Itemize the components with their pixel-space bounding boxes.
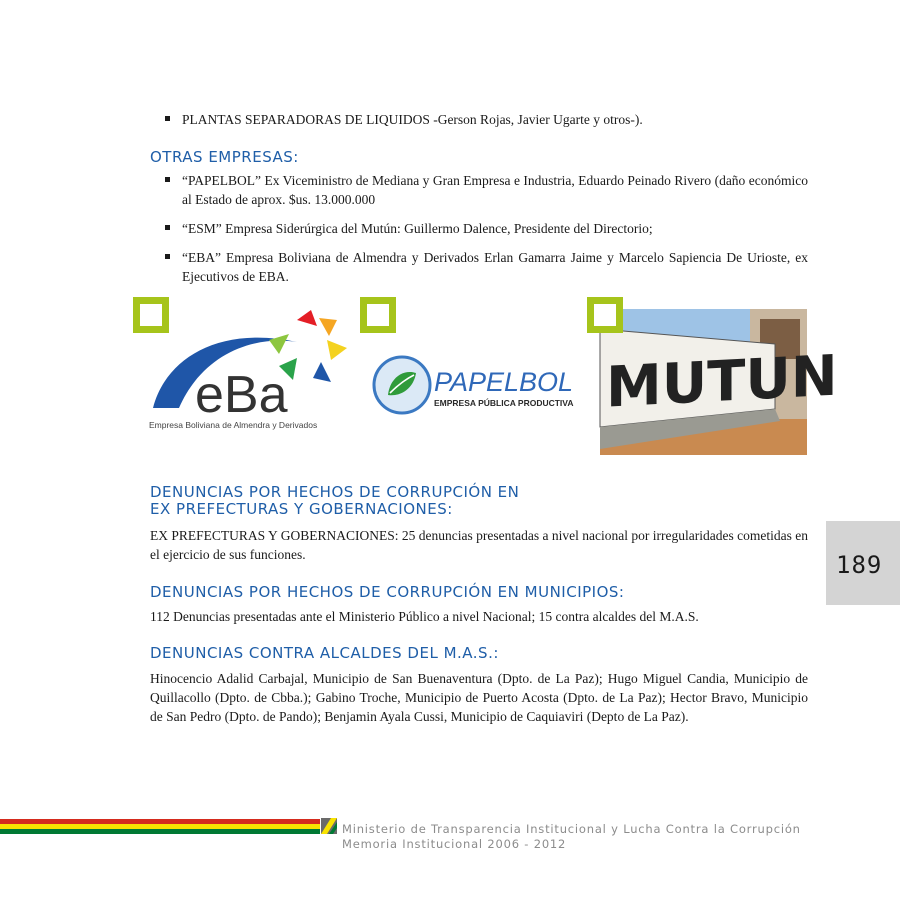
otras-empresas-list [150, 171, 808, 286]
footer-line: Ministerio de Transparencia Institucional y Lucha Contra la Corrupción [342, 822, 801, 836]
list-item-text: “ESM” Empresa Siderúrgica del Mutún: Guillermo Dalence, Presidente del Directorio; [182, 221, 653, 236]
mutun-photo [600, 309, 838, 455]
section-heading-otras-empresas: OTRAS EMPRESAS: [150, 148, 299, 166]
eba-caption: Empresa Boliviana de Almendra y Derivados [149, 420, 318, 430]
list-item-text: PLANTAS SEPARADORAS DE LIQUIDOS -Gerson Rojas, Javier Ugarte y otros-). [182, 112, 643, 127]
section-heading-alcaldes: DENUNCIAS CONTRA ALCALDES DEL M.A.S.: [150, 644, 499, 662]
list-item [150, 171, 808, 209]
list-item [150, 219, 808, 238]
green-frame-icon [133, 297, 169, 333]
green-frame-icon [587, 297, 623, 333]
heading-line: EX PREFECTURAS Y GOBERNACIONES: [150, 500, 453, 518]
flag-stripes [0, 819, 320, 834]
list-item [150, 248, 808, 286]
eba-logo-wordmark: eBa [195, 366, 288, 424]
bullet-icon [165, 254, 170, 259]
list-item [150, 110, 808, 129]
bullet-icon [165, 116, 170, 121]
footer-line: Memoria Institucional 2006 - 2012 [342, 837, 567, 851]
mutun-sign-text: MUTUN [606, 343, 838, 421]
list-item-text: “EBA” Empresa Boliviana de Almendra y Derivados Erlan Gamarra Jaime y Marcelo Sapiencia De Urioste, ex Ejecutivos de EBA. [182, 250, 808, 284]
green-frame-icon [360, 297, 396, 333]
page-number: 189 [836, 551, 883, 579]
bullet-icon [165, 225, 170, 230]
section-heading-prefecturas [150, 484, 800, 518]
papelbol-logo-graphic [370, 355, 585, 415]
prefecturas-text: EX PREFECTURAS Y GOBERNACIONES: 25 denuncias presentadas a nivel nacional por irregularidades cometidas en el ejercicio de sus funciones. [150, 528, 808, 562]
mutun-photo-graphic [600, 309, 838, 455]
papelbol-wordmark: PAPELBOL [434, 367, 574, 397]
page-number-tab [826, 521, 900, 605]
heading-line: DENUNCIAS POR HECHOS DE CORRUPCIÓN EN [150, 483, 520, 501]
eba-logo-graphic [147, 300, 357, 435]
list-item-text: “PAPELBOL” Ex Viceministro de Mediana y Gran Empresa e Industria, Eduardo Peinado Rivero (daño económico al Estado de aprox. $us. 13.000.000 [182, 173, 808, 207]
papelbol-logo-image [370, 355, 585, 415]
bullet-icon [165, 177, 170, 182]
section-heading-municipios: DENUNCIAS POR HECHOS DE CORRUPCIÓN EN MUNICIPIOS: [150, 583, 625, 601]
alcaldes-text: Hinocencio Adalid Carbajal, Municipio de San Buenaventura (Dpto. de La Paz); Hugo Miguel Candia, Municipio de Quillacollo (Dpto. de Cbba.); Gabino Troche, Municipio de Puerto Acosta (Dpto. de La Paz); Hector Bravo, Municipio de San Pedro (Dpto. de Pando); Benjamin Ayala Cussi, Municipio de Caquiaviri (Depto de La Paz). [150, 671, 808, 724]
eba-logo-image [147, 300, 357, 435]
top-bullet-list [150, 110, 808, 129]
footer-text [342, 822, 801, 852]
flag-emblem-icon [321, 818, 337, 834]
papelbol-subtitle: EMPRESA PÚBLICA PRODUCTIVA [434, 398, 574, 408]
municipios-text: 112 Denuncias presentadas ante el Ministerio Público a nivel Nacional; 15 contra alcaldes del M.A.S. [150, 609, 699, 624]
